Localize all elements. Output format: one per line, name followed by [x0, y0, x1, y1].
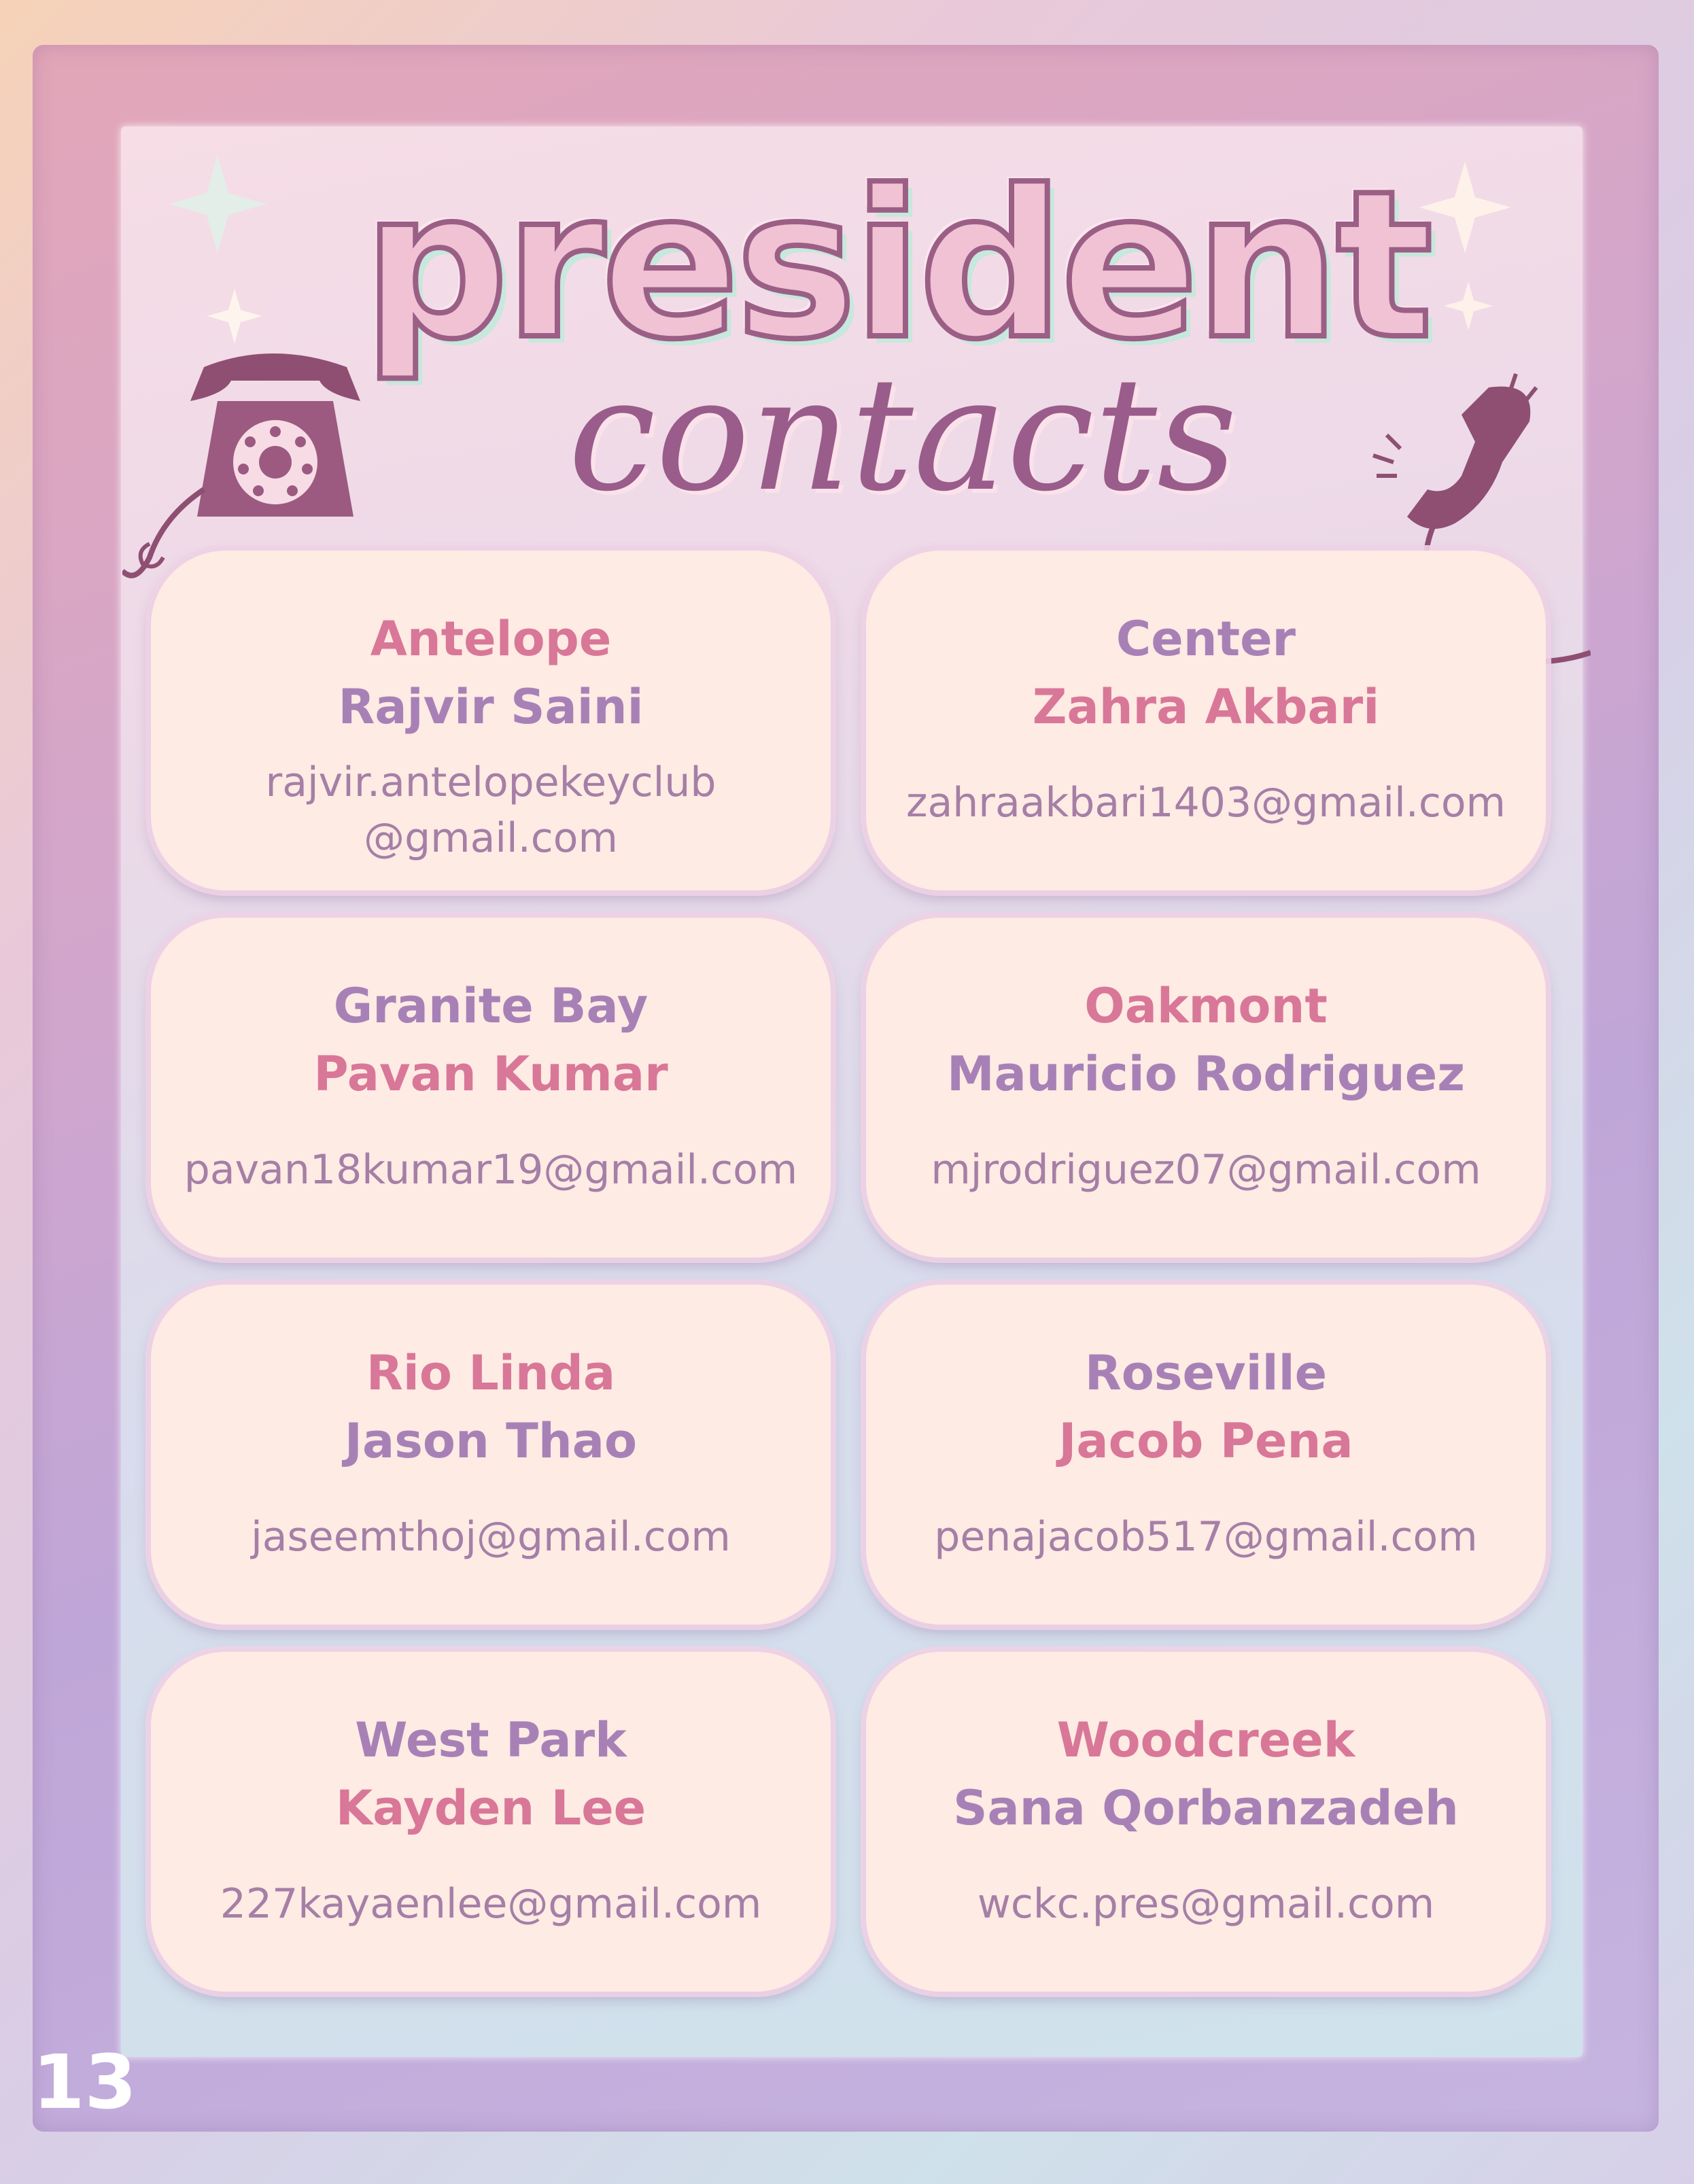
president-name: Sana Qorbanzadeh [953, 1780, 1459, 1836]
school-name: Antelope [370, 611, 612, 667]
school-name: Rio Linda [366, 1345, 616, 1401]
president-name: Zahra Akbari [1032, 679, 1380, 735]
email-link[interactable]: wckc.pres@gmail.com [977, 1880, 1435, 1928]
school-name: Center [1116, 611, 1296, 667]
contact-card-oakmont [866, 918, 1546, 1258]
email-link[interactable]: penajacob517@gmail.com [934, 1513, 1478, 1561]
president-name: Jason Thao [344, 1413, 638, 1469]
president-name: Rajvir Saini [338, 679, 644, 735]
president-name: Kayden Lee [335, 1780, 646, 1836]
contact-card-woodcreek [866, 1652, 1546, 1992]
contact-card-center [866, 551, 1546, 890]
page-subtitle: contacts [568, 345, 1238, 526]
president-name: Mauricio Rodriguez [947, 1046, 1465, 1102]
school-name: Oakmont [1084, 978, 1328, 1034]
contact-card-antelope [151, 551, 831, 890]
school-name: West Park [355, 1712, 627, 1768]
contacts-grid [151, 551, 1551, 1992]
president-name: Pavan Kumar [313, 1046, 668, 1102]
email-link[interactable]: zahraakbari1403@gmail.com [906, 779, 1506, 827]
email-link[interactable] [158, 755, 824, 866]
contact-card-west-park [151, 1652, 831, 1992]
email-line: @gmail.com [364, 814, 618, 862]
email-link[interactable]: mjrodriguez07@gmail.com [931, 1146, 1481, 1194]
president-name: Jacob Pena [1058, 1413, 1353, 1469]
school-name: Roseville [1084, 1345, 1328, 1401]
email-link[interactable]: pavan18kumar19@gmail.com [184, 1146, 798, 1194]
school-name: Woodcreek [1056, 1712, 1355, 1768]
email-link[interactable]: 227kayaenlee@gmail.com [220, 1880, 762, 1928]
email-link[interactable]: jaseemthoj@gmail.com [251, 1513, 731, 1561]
email-line: rajvir.antelopekeyclub [265, 759, 716, 806]
page-title: president [362, 147, 1430, 384]
school-name: Granite Bay [333, 978, 649, 1034]
contact-card-rio-linda [151, 1285, 831, 1625]
page-number: 13 [33, 2039, 137, 2126]
contact-card-roseville [866, 1285, 1546, 1625]
contact-card-granite-bay [151, 918, 831, 1258]
